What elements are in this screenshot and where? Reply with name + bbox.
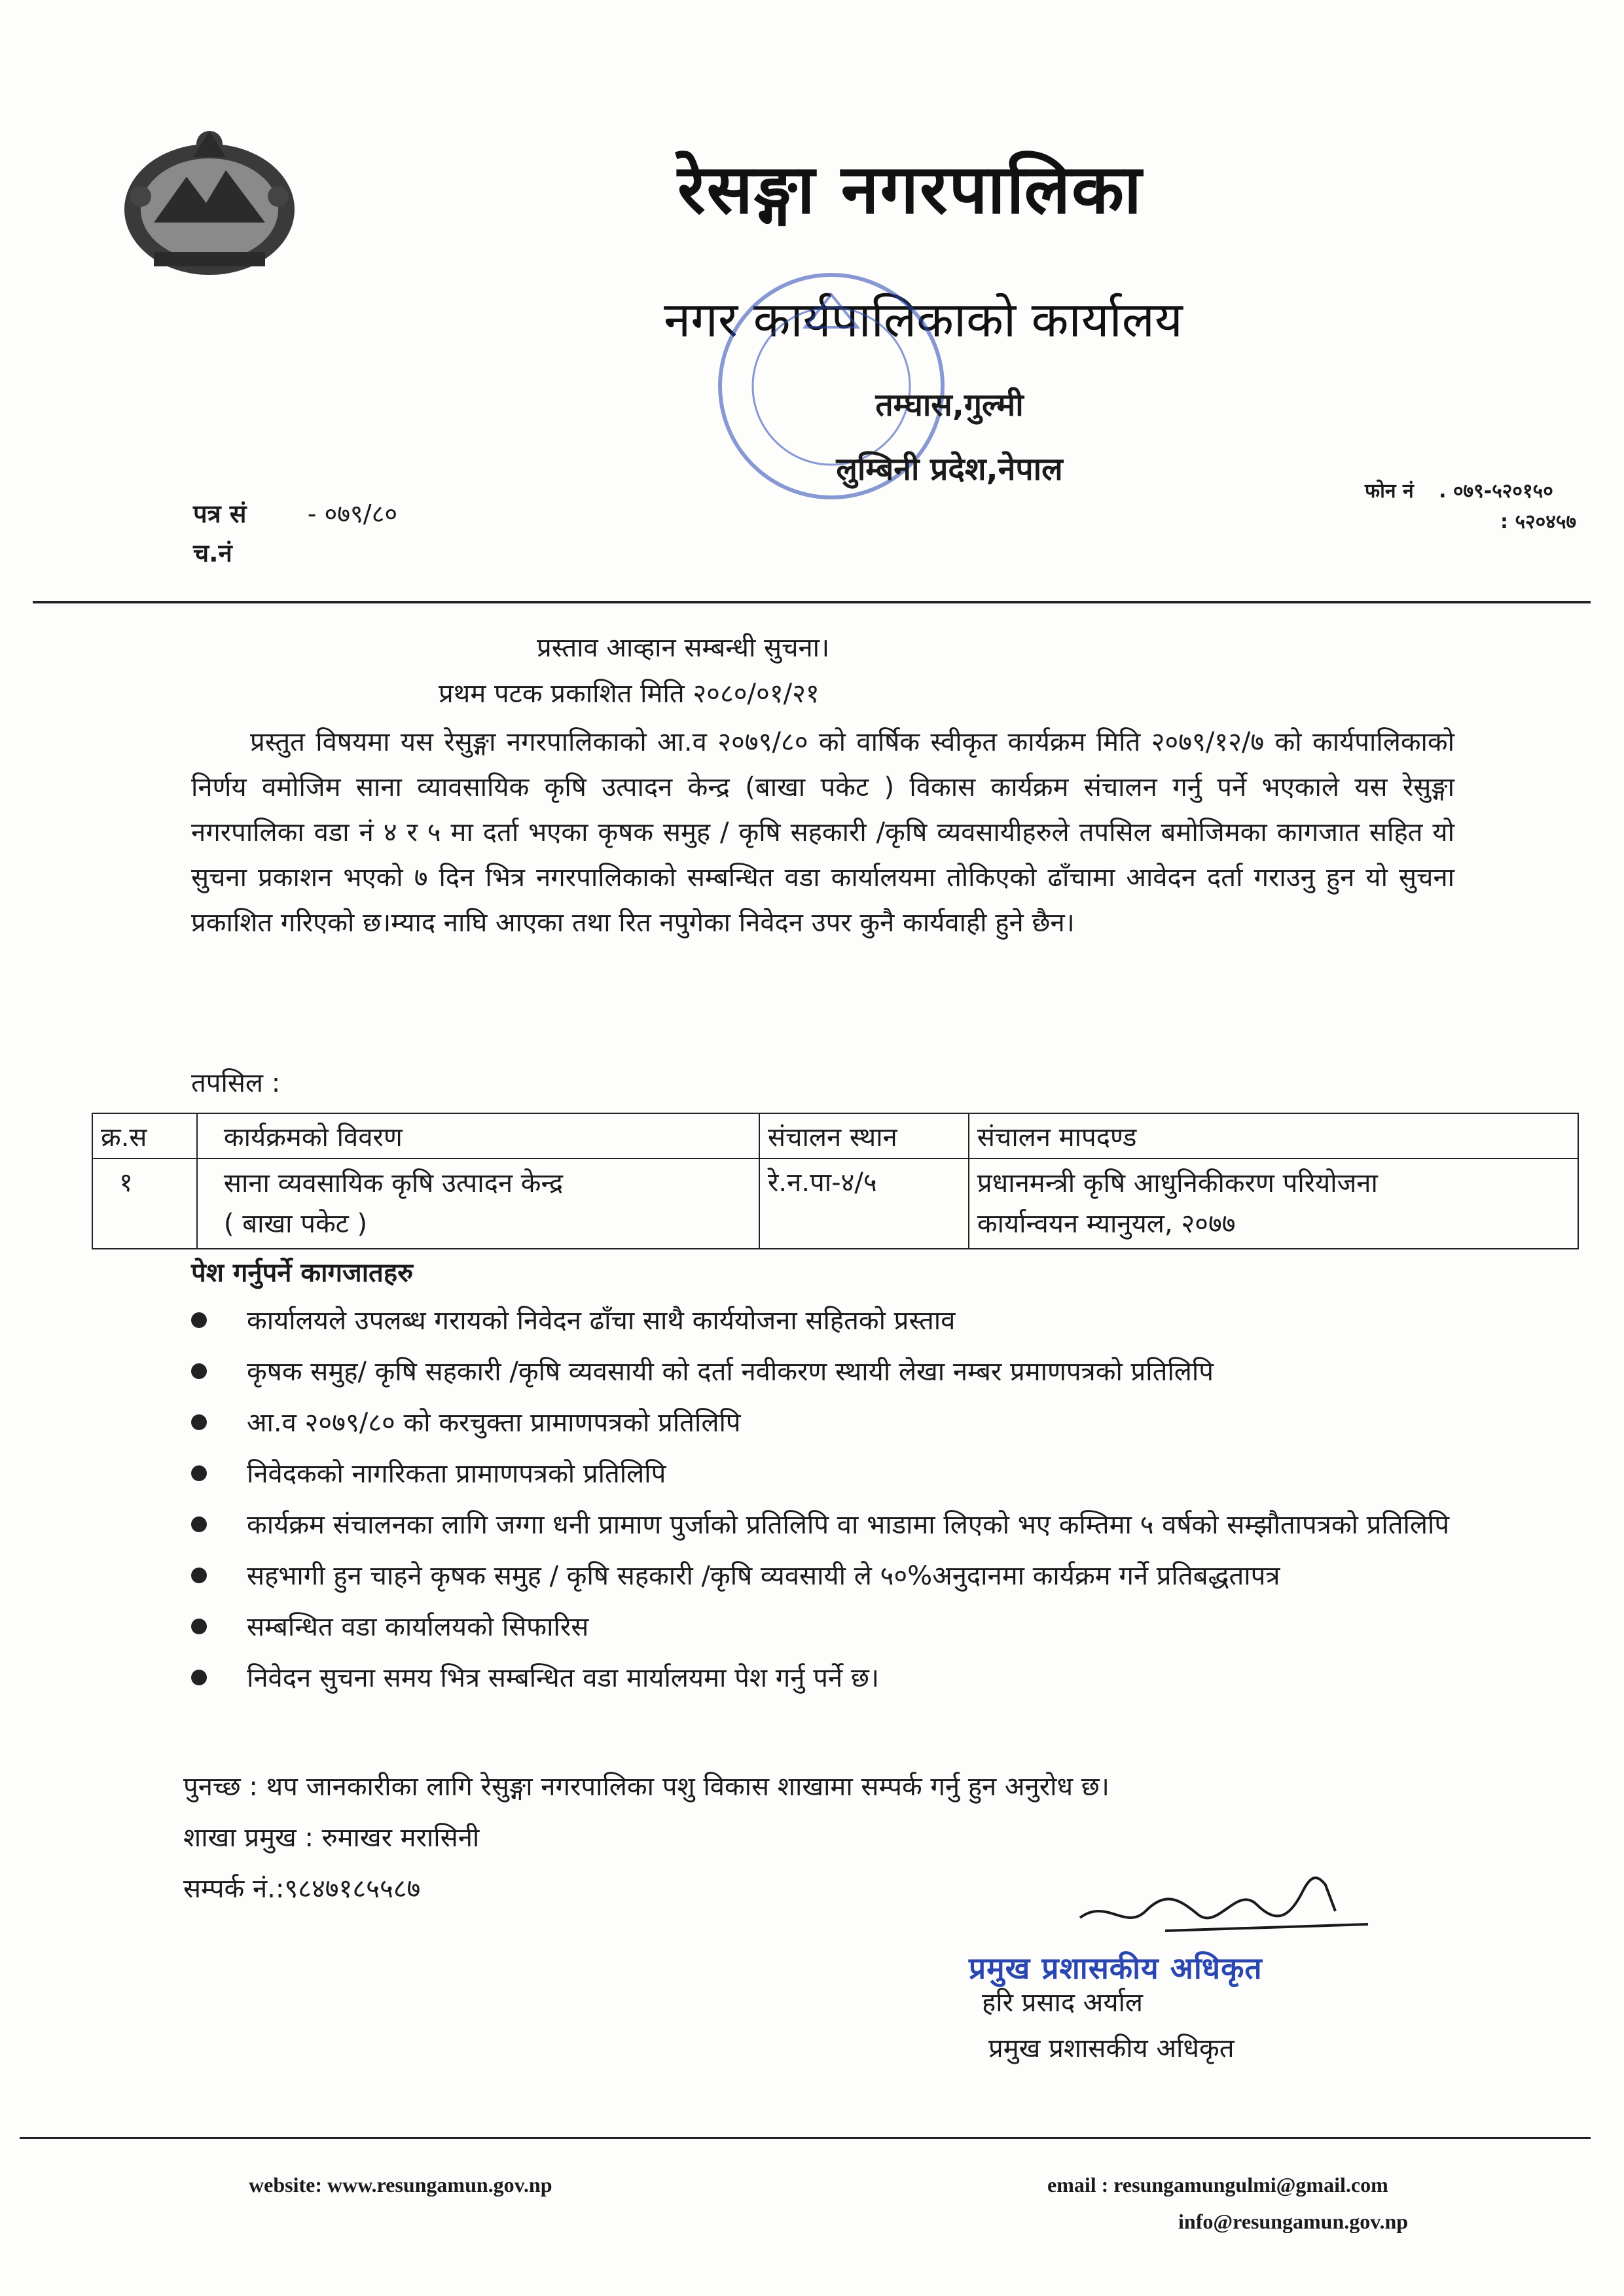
table-header-row <box>92 1113 1578 1158</box>
program-line-1: साना व्यवसायिक कृषि उत्पादन केन्द्र <box>223 1168 564 1198</box>
list-item <box>191 1401 1474 1444</box>
office-name: नगर कार्यपालिकाको कार्यालय <box>664 292 1183 348</box>
signatory-designation: प्रमुख प्रशासकीय अधिकृत <box>988 2034 1235 2064</box>
phone-value-2: : ५२०४५७ <box>1500 511 1577 533</box>
signatory-name: हरि प्रसाद अर्याल <box>982 1988 1144 2018</box>
list-item-text: निवेदन सुचना समय भित्र सम्बन्धित वडा मार्यालयमा पेश गर्नु पर्ने छ। <box>247 1663 880 1693</box>
reference-value: - ०७९/८० <box>307 499 398 528</box>
page-title: रेसङ्गा नगरपालिका <box>677 149 1143 229</box>
office-location: तम्घास,गुल्मी <box>875 387 1024 423</box>
email-primary: email : resungamungulmi@gmail.com <box>1047 2173 1388 2197</box>
column-header: संचालन स्थान <box>759 1113 969 1158</box>
bullet-icon <box>191 1414 207 1430</box>
bullet-icon <box>191 1312 207 1328</box>
list-item <box>191 1503 1474 1547</box>
footer-divider <box>20 2137 1591 2139</box>
bullet-icon <box>191 1516 207 1532</box>
phone-label: फोन नं <box>1365 480 1414 503</box>
reference-label: पत्र सं <box>193 499 247 528</box>
documents-heading: पेश गर्नुपर्ने कागजातहरु <box>191 1258 414 1288</box>
notice-body: प्रस्तुत विषयमा यस रेसुङ्गा नगरपालिकाको आ.व २०७९/८० को वार्षिक स्वीकृत कार्यक्रम मिति २०७९/१२/७ को कार्यपालिकाको निर्णय वमोजिम साना व्यावसायिक कृषि उत्पादन केन्द्र (बाखा पकेट ) विकास कार्यक्रम संचालन गर्नु पर्ने भएकाले यस रेसुङ्गा नगरपालिका वडा नं ४ र ५ मा दर्ता भएका कृषक समुह / कृषि सहकारी /कृषि व्यवसायीहरुले तपसिल बमोजिमका कागजात सहित यो सुचना प्रकाशन भएको ७ दिन भित्र नगरपालिकाको सम्बन्धित वडा कार्यालयमा तोकिएको ढाँचामा आवेदन दर्ता गराउनु हुन यो सुचना प्रकाशित गरिएको छ।म्याद नाघि आएका तथा रित नपुगेका निवेदन उपर कुनै कार्यवाही हुने छैन। <box>191 727 1454 938</box>
reference-number <box>193 496 397 530</box>
list-item-text: निवेदकको नागरिकता प्रामाणपत्रको प्रतिलिपि <box>247 1459 666 1489</box>
dispatch-number-label: च.नं <box>193 539 232 567</box>
postscript-note: पुनच्छ : थप जानकारीका लागि रेसुङ्गा नगरपालिका पशु विकास शाखामा सम्पर्क गर्नु हुन अनुरोध छ। <box>183 1772 1110 1802</box>
email-secondary: info@resungamun.gov.np <box>1178 2210 1409 2233</box>
location-cell: रे.न.पा-४/५ <box>759 1158 969 1249</box>
program-line-2: ( बाखा पकेट ) <box>223 1209 368 1239</box>
bullet-icon <box>191 1670 207 1685</box>
list-item-text: कृषक समुह/ कृषि सहकारी /कृषि व्यवसायी को दर्ता नवीकरण स्थायी लेखा नम्बर प्रमाणपत्रको प्रतिलिपि <box>247 1357 1214 1387</box>
notice-title: प्रस्ताव आव्हान सम्बन्धी सुचना। <box>537 633 830 663</box>
list-item <box>191 1605 1474 1649</box>
list-item-text: कार्यालयले उपलब्ध गरायको निवेदन ढाँचा साथै कार्ययोजना सहितको प्रस्ताव <box>247 1306 956 1336</box>
list-item <box>191 1554 1474 1598</box>
list-item <box>191 1350 1474 1393</box>
column-header: संचालन मापदण्ड <box>969 1113 1578 1158</box>
phone-number <box>1365 476 1553 503</box>
bullet-icon <box>191 1465 207 1481</box>
column-header: क्र.स <box>92 1113 197 1158</box>
list-item-text: आ.व २०७९/८० को करचुक्ता प्रामाणपत्रको प्रतिलिपि <box>247 1408 741 1438</box>
program-details-table <box>92 1113 1579 1249</box>
list-item <box>191 1452 1474 1496</box>
header-divider <box>33 601 1591 603</box>
bullet-icon <box>191 1363 207 1379</box>
documents-list <box>191 1299 1474 1708</box>
list-item-text: सम्बन्धित वडा कार्यालयको सिफारिस <box>247 1612 589 1642</box>
publication-date: प्रथम पटक प्रकाशित मिति २०८०/०१/२१ <box>439 679 820 709</box>
table-row <box>92 1158 1578 1249</box>
list-item <box>191 1657 1474 1700</box>
criteria-line-2: कार्यान्वयन म्यानुयल, २०७७ <box>977 1209 1236 1239</box>
phone-value-1: . ०७९-५२०१५० <box>1439 480 1553 503</box>
website-text: website: www.resungamun.gov.np <box>249 2173 552 2197</box>
details-label: तपसिल : <box>191 1068 281 1098</box>
contact-number: सम्पर्क नं.:९८४७१८५५८७ <box>183 1874 421 1904</box>
list-item-text: कार्यक्रम संचालनका लागि जग्गा धनी प्रामाण पुर्जाको प्रतिलिपि वा भाडामा लिएको भए कम्तिमा ५ वर्षको सम्झौतापत्रको प्रतिलिपि <box>247 1510 1450 1540</box>
bullet-icon <box>191 1568 207 1583</box>
serial-cell: १ <box>92 1158 197 1249</box>
office-province: लुम्बिनी प्रदेश,नेपाल <box>836 451 1063 488</box>
column-header: कार्यक्रमको विवरण <box>197 1113 759 1158</box>
criteria-line-1: प्रधानमन्त्री कृषि आधुनिकीकरण परियोजना <box>977 1168 1378 1198</box>
signatory-stamp: प्रमुख प्रशासकीय अधिकृत <box>969 1950 1263 1986</box>
list-item <box>191 1299 1474 1342</box>
signature-icon <box>1067 1859 1375 1957</box>
list-item-text: सहभागी हुन चाहने कृषक समुह / कृषि सहकारी /कृषि व्यवसायी ले ५०%अनुदानमा कार्यक्रम गर्ने प्रतिबद्धतापत्र <box>247 1561 1280 1591</box>
bullet-icon <box>191 1619 207 1634</box>
program-cell <box>197 1158 759 1249</box>
section-chief: शाखा प्रमुख : रुमाखर मरासिनी <box>183 1823 480 1853</box>
criteria-cell <box>969 1158 1578 1249</box>
